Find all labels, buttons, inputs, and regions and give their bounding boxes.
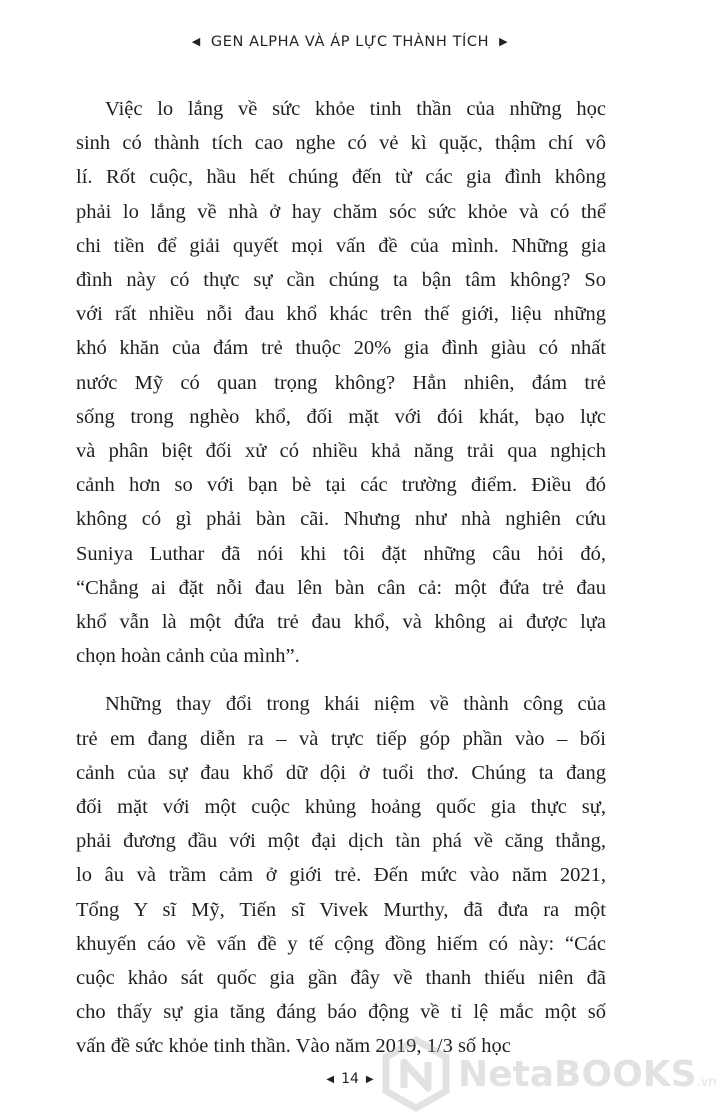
text-line: nước Mỹ có quan trọng không? Hẳn nhiên, đám trẻ: [76, 371, 606, 394]
text-line: Những thay đổi trong khái niệm về thành công của: [105, 693, 606, 716]
text-line: “Chẳng ai đặt nỗi đau lên bàn cân cả: một đứa trẻ đau: [76, 576, 606, 599]
text-line: khuyến cáo về vấn đề y tế cộng đồng hiếm có này: “Các: [76, 932, 606, 955]
text-line: cuộc khảo sát quốc gia gần đây về thanh thiếu niên đã: [76, 967, 606, 990]
text-line: Việc lo lắng về sức khỏe tinh thần của những học: [105, 98, 606, 120]
watermark: [376, 1034, 717, 1114]
watermark-suffix: .vn: [696, 1075, 717, 1090]
text-line: cảnh của sự đau khổ dữ dội ở tuổi thơ. Chúng ta đang: [76, 761, 606, 784]
text-line: lo âu và trầm cảm ở giới trẻ. Đến mức vào năm 2021,: [76, 864, 606, 887]
text-line: Tổng Y sĩ Mỹ, Tiến sĩ Vivek Murthy, đã đưa ra một: [76, 898, 606, 921]
running-header: [0, 34, 700, 50]
text-line: phải lo lắng về nhà ở hay chăm sóc sức khỏe và có thể: [76, 200, 606, 223]
text-line: sống trong nghèo khổ, đối mặt với đói khát, bạo lực: [76, 405, 606, 428]
watermark-brand: NetaBOOKS: [458, 1054, 697, 1095]
paragraph-2: [76, 687, 606, 1063]
text-line: Suniya Luthar đã nói khi tôi đặt những câu hỏi đó,: [76, 542, 606, 565]
text-line: trẻ em đang diễn ra – và trực tiếp góp phần vào – bối: [76, 727, 606, 750]
text-line: phải đương đầu với một đại dịch tàn phá về căng thẳng,: [76, 830, 606, 853]
text-line: khó khăn của đám trẻ thuộc 20% gia đình giàu có nhất: [76, 337, 606, 360]
text-line: cho thấy sự gia tăng đáng báo động về tỉ lệ mắc một số: [76, 1001, 606, 1024]
text-line: sinh có thành tích cao nghe có vẻ kì quặc, thậm chí vô: [76, 132, 606, 155]
text-line: khổ vẫn là một đứa trẻ đau khổ, và không ai được lựa: [76, 611, 606, 634]
text-line: cảnh hơn so với bạn bè tại các trường điểm. Điều đó: [76, 474, 606, 497]
text-line: vấn đề sức khỏe tinh thần. Vào năm 2019, 1/3 số học: [76, 1035, 511, 1058]
running-header-title: GEN ALPHA VÀ ÁP LỰC THÀNH TÍCH: [210, 34, 490, 50]
triangle-right-icon[interactable]: ▶: [365, 1074, 374, 1085]
page-body: [76, 92, 606, 1064]
text-line: chi tiền để giải quyết mọi vấn đề của mình. Những gia: [76, 234, 606, 257]
text-line: đối mặt với một cuộc khủng hoảng quốc gia thực sự,: [76, 796, 606, 819]
triangle-right-icon: ▶: [499, 35, 509, 48]
text-line: lí. Rốt cuộc, hầu hết chúng đến từ các gia đình không: [76, 166, 606, 189]
watermark-text: [458, 1054, 717, 1095]
text-line: đình này có thực sự cần chúng ta bận tâm không? So: [76, 269, 606, 292]
netabooks-logo-icon: [376, 1034, 456, 1114]
paragraph-1: [76, 92, 606, 673]
text-line: chọn hoàn cảnh của mình”.: [76, 645, 300, 668]
triangle-left-icon: ◀: [191, 35, 201, 48]
page-number: 14: [341, 1071, 359, 1087]
text-line: và phân biệt đối xử có nhiều khả năng trải qua nghịch: [76, 440, 606, 463]
text-line: với rất nhiều nỗi đau khổ khác trên thế giới, liệu những: [76, 303, 606, 326]
triangle-left-icon[interactable]: ◀: [326, 1074, 335, 1085]
text-line: không có gì phải bàn cãi. Nhưng như nhà nghiên cứu: [76, 508, 606, 531]
